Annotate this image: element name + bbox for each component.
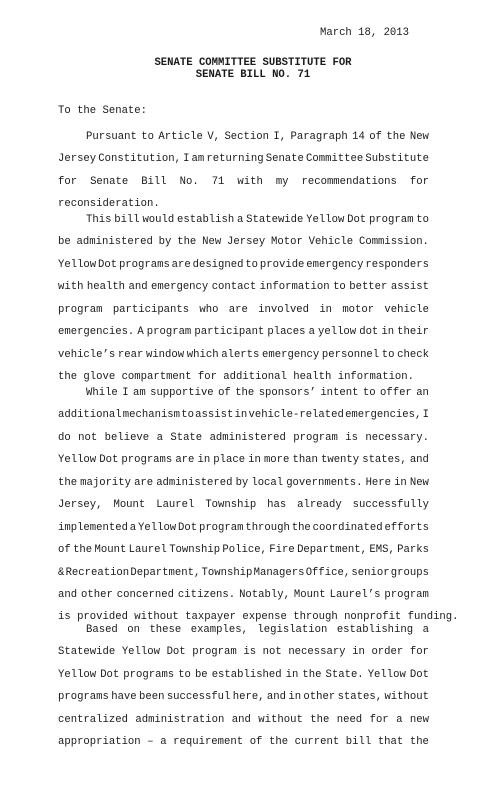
word: Pursuant	[86, 131, 137, 143]
word: Yellow	[138, 521, 177, 534]
word: a	[396, 713, 403, 726]
word: Managers	[253, 566, 305, 579]
word: with	[58, 281, 84, 294]
word: I	[122, 387, 129, 399]
paragraph-3	[58, 382, 459, 629]
paragraph-line: is provided without taxpayer expense through nonprofit funding.	[58, 611, 459, 624]
word: in	[288, 691, 302, 704]
word: Jersey	[227, 236, 266, 249]
word: bill	[114, 214, 140, 226]
word: responders	[365, 258, 429, 271]
letter-date: March 18, 2013	[320, 27, 410, 39]
word: Senate	[265, 153, 304, 166]
word: I	[183, 153, 190, 166]
paragraph-line: the glove compartment for additional health information.	[58, 371, 415, 384]
word: I	[422, 409, 429, 422]
word: Recreation	[65, 566, 130, 579]
word: participant	[194, 326, 265, 339]
word: be	[194, 668, 208, 681]
word: Mount	[293, 588, 326, 601]
word: intent	[320, 387, 359, 399]
word: necessary.	[365, 431, 429, 444]
word: to	[141, 131, 154, 143]
word: assist	[390, 281, 429, 294]
word: –	[147, 736, 154, 749]
word: than	[292, 454, 318, 467]
word: New	[202, 236, 222, 249]
word: need	[336, 713, 363, 726]
word: establish	[177, 214, 235, 226]
word: provide	[259, 258, 305, 271]
word: Yellow	[58, 454, 97, 467]
word: administered	[209, 431, 286, 444]
word: Yellow	[58, 668, 97, 681]
title-line-1: SENATE COMMITTEE SUBSTITUTE FOR	[154, 57, 352, 69]
word: This	[86, 214, 112, 226]
word: for	[409, 175, 429, 188]
word: for	[58, 175, 78, 188]
word: the	[58, 476, 78, 489]
word: states,	[362, 454, 407, 467]
word: states,	[337, 691, 383, 704]
word: successfully	[352, 499, 429, 512]
word: Yellow	[58, 258, 97, 271]
word: legislation	[257, 624, 328, 636]
paragraph-line	[58, 517, 429, 539]
word: rear	[117, 348, 144, 361]
word: State	[170, 431, 203, 444]
word: Constitution,	[98, 153, 181, 166]
paragraph-line	[58, 344, 429, 366]
word: without	[258, 713, 303, 726]
word: supportive	[150, 387, 214, 399]
word: for	[409, 646, 429, 659]
word: offer	[380, 387, 412, 399]
word: program	[368, 214, 414, 226]
word: returning	[206, 153, 264, 166]
word: sponsors’	[258, 387, 316, 399]
word: in	[234, 409, 248, 422]
paragraph-line	[58, 171, 429, 193]
word: No.	[179, 175, 199, 188]
paragraph-1	[58, 126, 429, 216]
word: participants	[112, 303, 190, 316]
word: emergency	[306, 258, 364, 271]
word: and	[266, 691, 286, 704]
word: without	[384, 691, 429, 704]
word: assist	[195, 409, 234, 422]
word: which	[186, 348, 219, 361]
word: New	[409, 131, 429, 143]
paragraph-line	[58, 231, 429, 253]
word: alerts	[221, 348, 260, 361]
word: motor	[342, 303, 375, 316]
word: are	[175, 454, 195, 467]
paragraph-line	[58, 472, 429, 494]
paragraph-line	[58, 321, 429, 343]
word: in	[319, 303, 333, 316]
word: Bill	[141, 175, 167, 188]
word: New	[409, 476, 429, 489]
word: Mount	[113, 499, 146, 512]
word: has	[267, 499, 287, 512]
word: other	[81, 588, 113, 601]
word: establishing	[336, 624, 414, 636]
word: local	[251, 476, 284, 489]
paragraph-4	[58, 619, 429, 754]
word: already	[297, 499, 342, 512]
word: vehicle’s	[58, 348, 116, 361]
word: While	[86, 387, 118, 399]
word: to	[245, 258, 259, 271]
word: implemented	[58, 521, 128, 534]
word: with	[237, 175, 263, 188]
word: their	[397, 326, 429, 339]
word: Dot	[100, 668, 120, 681]
word: State.	[325, 668, 364, 681]
word: Laurel’s	[329, 588, 381, 601]
word: EMS,	[369, 544, 395, 557]
word: vehicle-related	[248, 409, 344, 422]
word: am	[191, 153, 205, 166]
word: check	[397, 348, 429, 361]
word: Statewide	[58, 646, 116, 659]
word: to	[333, 281, 346, 294]
word: of	[218, 387, 231, 399]
word: be	[58, 236, 71, 249]
paragraph-line	[58, 494, 429, 516]
word: dot	[359, 326, 379, 339]
word: efforts	[384, 521, 429, 534]
word: Yellow	[121, 646, 160, 659]
word: Dot	[347, 214, 367, 226]
word: programs	[118, 258, 170, 271]
word: by	[235, 476, 249, 489]
word: Department,	[130, 566, 201, 579]
word: program	[192, 646, 237, 659]
word: involved	[258, 303, 310, 316]
word: in	[381, 326, 395, 339]
word: program	[58, 303, 103, 316]
word: governments.	[286, 476, 363, 489]
word: of	[58, 544, 71, 557]
word: A	[137, 326, 144, 339]
word: and	[128, 281, 148, 294]
word: Article	[158, 131, 203, 143]
paragraph-line	[58, 382, 429, 404]
paragraph-line	[58, 731, 429, 753]
word: have	[111, 691, 137, 704]
word: is	[243, 646, 257, 659]
word: necessary	[288, 646, 346, 659]
document-title	[0, 57, 486, 81]
word: is	[345, 431, 358, 444]
word: the	[409, 736, 429, 749]
word: a	[308, 326, 315, 339]
word: program	[384, 588, 429, 601]
word: Senate	[90, 175, 129, 188]
paragraph-line: reconsideration.	[58, 198, 160, 211]
paragraph-line	[58, 709, 429, 731]
word: contact	[211, 281, 257, 294]
paragraph-line	[58, 254, 429, 276]
word: Here	[365, 476, 391, 489]
paragraph-2	[58, 209, 429, 389]
paragraph-line	[58, 664, 429, 686]
word: Township	[169, 544, 221, 557]
word: programs	[121, 454, 173, 467]
word: established	[211, 668, 282, 681]
word: Vehicle	[308, 236, 354, 249]
word: personnel	[321, 348, 380, 361]
word: programs	[58, 691, 109, 704]
word: additional	[58, 409, 122, 422]
word: a	[129, 521, 137, 534]
word: to	[381, 348, 395, 361]
word: by	[158, 236, 172, 249]
word: successful	[166, 691, 231, 704]
word: mechanism	[122, 409, 181, 422]
word: these	[149, 624, 182, 636]
word: here,	[232, 691, 265, 704]
word: am	[132, 387, 146, 399]
word: Committee	[306, 153, 364, 166]
word: would	[142, 214, 175, 226]
word: current	[294, 736, 340, 749]
paragraph-line	[58, 126, 429, 148]
word: Statewide	[246, 214, 304, 226]
paragraph-line	[58, 449, 429, 471]
word: majority	[80, 476, 131, 489]
word: new	[409, 713, 429, 726]
word: and	[409, 454, 429, 467]
word: a	[422, 624, 429, 636]
word: Township	[201, 566, 253, 579]
word: emergencies,	[345, 409, 422, 422]
word: order	[371, 646, 404, 659]
word: Police,	[222, 544, 267, 557]
word: the	[177, 236, 197, 249]
word: Yellow	[367, 668, 406, 681]
paragraph-line	[58, 276, 429, 298]
word: appropriation	[58, 736, 141, 749]
word: Dot	[166, 646, 186, 659]
word: other	[303, 691, 336, 704]
word: to	[178, 668, 191, 681]
word: Jersey	[58, 153, 97, 166]
word: place	[213, 454, 246, 467]
title-line-2: SENATE BILL NO. 71	[195, 69, 311, 81]
word: of	[249, 736, 263, 749]
word: believe	[104, 431, 150, 444]
word: the	[386, 131, 406, 143]
word: the	[269, 736, 289, 749]
word: twenty	[320, 454, 360, 467]
paragraph-line	[58, 209, 429, 231]
word: examples,	[190, 624, 248, 636]
word: Laurel	[156, 499, 195, 512]
word: designed	[192, 258, 244, 271]
word: yellow	[318, 326, 357, 339]
word: better	[349, 281, 388, 294]
word: 71	[211, 175, 225, 188]
word: the	[291, 521, 311, 534]
word: Dot	[409, 668, 429, 681]
word: the	[73, 544, 93, 557]
word: emergency	[262, 348, 320, 361]
paragraph-line	[58, 148, 429, 170]
word: concerned	[116, 588, 174, 601]
word: 14	[352, 131, 365, 143]
word: coordinated	[312, 521, 383, 534]
word: Township	[205, 499, 257, 512]
word: in	[285, 668, 299, 681]
salutation: To the Senate:	[58, 105, 148, 117]
word: and	[58, 588, 78, 601]
word: administration	[135, 713, 225, 726]
word: I,	[273, 131, 287, 143]
word: program	[146, 326, 192, 339]
word: Yellow	[306, 214, 345, 226]
word: an	[416, 387, 429, 399]
word: groups	[390, 566, 429, 579]
word: of	[369, 131, 382, 143]
word: in	[197, 454, 211, 467]
word: Jersey,	[58, 499, 103, 512]
word: V,	[207, 131, 221, 143]
paragraph-line	[58, 584, 429, 606]
word: program	[198, 521, 244, 534]
word: my	[275, 175, 289, 188]
word: been	[139, 691, 165, 704]
word: administered	[76, 236, 153, 249]
word: who	[199, 303, 219, 316]
word: &	[58, 566, 65, 579]
word: through	[245, 521, 290, 534]
word: Motor	[271, 236, 303, 249]
word: more	[263, 454, 290, 467]
word: the	[235, 387, 255, 399]
paragraph-line	[58, 641, 429, 663]
paragraph-line	[58, 562, 429, 584]
word: for	[369, 713, 389, 726]
word: Based	[86, 624, 118, 636]
word: window	[145, 348, 185, 361]
word: Section	[224, 131, 269, 143]
word: centralized	[58, 713, 128, 726]
word: a	[160, 736, 167, 749]
word: Office,	[305, 566, 351, 579]
paragraph-line	[58, 299, 429, 321]
word: requirement	[173, 736, 244, 749]
word: Parks	[397, 544, 429, 557]
word: a	[156, 431, 163, 444]
word: Mount	[94, 544, 127, 557]
word: Dot	[99, 454, 119, 467]
word: program	[293, 431, 338, 444]
word: Commission.	[358, 236, 429, 249]
word: Fire	[269, 544, 295, 557]
paragraph-line	[58, 686, 429, 708]
word: places	[267, 326, 306, 339]
paragraph-line	[58, 539, 429, 561]
word: recommendations	[301, 175, 397, 188]
word: administered	[156, 476, 233, 489]
word: emergencies.	[58, 326, 135, 339]
paragraph-line	[58, 427, 429, 449]
word: Substitute	[365, 153, 429, 166]
word: Dot	[178, 521, 198, 534]
word: senior	[351, 566, 390, 579]
word: Department,	[297, 544, 368, 557]
word: in	[248, 454, 261, 467]
word: citizens.	[177, 588, 236, 601]
word: the	[310, 713, 330, 726]
word: Paragraph	[290, 131, 348, 143]
word: are	[171, 258, 191, 271]
word: on	[127, 624, 140, 636]
word: and	[231, 713, 251, 726]
word: in	[394, 476, 407, 489]
paragraph-line	[58, 619, 429, 641]
word: information	[259, 281, 330, 294]
word: Notably,	[239, 588, 290, 601]
word: are	[228, 303, 248, 316]
word: emergency	[151, 281, 209, 294]
word: Dot	[98, 258, 118, 271]
word: do	[58, 431, 71, 444]
word: a	[237, 214, 244, 226]
word: to	[362, 387, 376, 399]
word: not	[262, 646, 282, 659]
word: that	[377, 736, 404, 749]
word: bill	[345, 736, 372, 749]
word: are	[134, 476, 154, 489]
word: programs	[123, 668, 175, 681]
word: to	[416, 214, 429, 226]
word: to	[181, 409, 194, 422]
word: health	[86, 281, 126, 294]
word: vehicle	[384, 303, 429, 316]
word: Laurel	[128, 544, 167, 557]
word: the	[302, 668, 322, 681]
word: not	[78, 431, 98, 444]
paragraph-line	[58, 404, 429, 426]
word: in	[352, 646, 365, 659]
